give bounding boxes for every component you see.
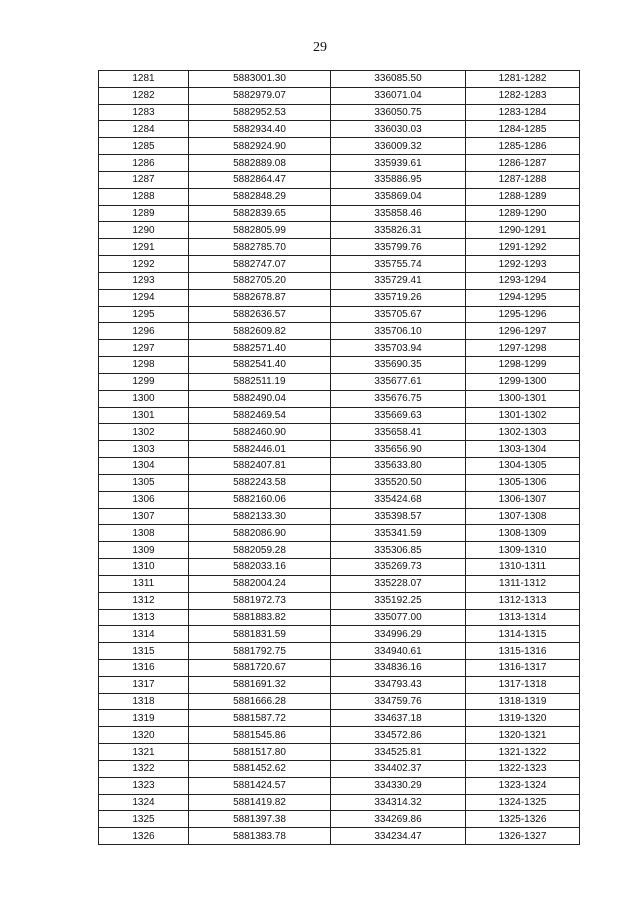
table-row	[99, 727, 580, 744]
segment-cell: 1286-1287	[466, 155, 580, 172]
x-coordinate-cell: 5882446.01	[189, 441, 331, 458]
segment-cell: 1306-1307	[466, 491, 580, 508]
x-coordinate-cell: 5881383.78	[189, 828, 331, 845]
segment-cell: 1288-1289	[466, 188, 580, 205]
x-coordinate-cell: 5882848.29	[189, 188, 331, 205]
y-coordinate-cell: 335669.63	[331, 407, 466, 424]
segment-cell: 1293-1294	[466, 272, 580, 289]
table-row	[99, 760, 580, 777]
x-coordinate-cell: 5882889.08	[189, 155, 331, 172]
y-coordinate-cell: 335306.85	[331, 542, 466, 559]
table-row	[99, 323, 580, 340]
point-number-cell: 1284	[99, 121, 189, 138]
y-coordinate-cell: 335424.68	[331, 491, 466, 508]
point-number-cell: 1309	[99, 542, 189, 559]
table-row	[99, 542, 580, 559]
y-coordinate-cell: 335755.74	[331, 256, 466, 273]
table-row	[99, 643, 580, 660]
table-row	[99, 155, 580, 172]
table-row	[99, 71, 580, 88]
x-coordinate-cell: 5881972.73	[189, 592, 331, 609]
table-row	[99, 205, 580, 222]
table-row	[99, 289, 580, 306]
x-coordinate-cell: 5882571.40	[189, 340, 331, 357]
x-coordinate-cell: 5882460.90	[189, 424, 331, 441]
point-number-cell: 1326	[99, 828, 189, 845]
x-coordinate-cell: 5882133.30	[189, 508, 331, 525]
x-coordinate-cell: 5882979.07	[189, 87, 331, 104]
segment-cell: 1322-1323	[466, 760, 580, 777]
table-row	[99, 373, 580, 390]
segment-cell: 1290-1291	[466, 222, 580, 239]
table-row	[99, 171, 580, 188]
x-coordinate-cell: 5882033.16	[189, 559, 331, 576]
segment-cell: 1298-1299	[466, 357, 580, 374]
table-row	[99, 222, 580, 239]
y-coordinate-cell: 334637.18	[331, 710, 466, 727]
segment-cell: 1323-1324	[466, 777, 580, 794]
x-coordinate-cell: 5881517.80	[189, 744, 331, 761]
segment-cell: 1283-1284	[466, 104, 580, 121]
y-coordinate-cell: 335269.73	[331, 559, 466, 576]
x-coordinate-cell: 5882407.81	[189, 458, 331, 475]
table-row	[99, 104, 580, 121]
segment-cell: 1300-1301	[466, 390, 580, 407]
table-row	[99, 676, 580, 693]
x-coordinate-cell: 5881691.32	[189, 676, 331, 693]
table-row	[99, 794, 580, 811]
y-coordinate-cell: 335658.41	[331, 424, 466, 441]
x-coordinate-cell: 5882636.57	[189, 306, 331, 323]
segment-cell: 1308-1309	[466, 525, 580, 542]
table-row	[99, 559, 580, 576]
segment-cell: 1314-1315	[466, 626, 580, 643]
point-number-cell: 1296	[99, 323, 189, 340]
segment-cell: 1324-1325	[466, 794, 580, 811]
point-number-cell: 1300	[99, 390, 189, 407]
segment-cell: 1325-1326	[466, 811, 580, 828]
table-row	[99, 458, 580, 475]
segment-cell: 1305-1306	[466, 474, 580, 491]
segment-cell: 1297-1298	[466, 340, 580, 357]
point-number-cell: 1287	[99, 171, 189, 188]
point-number-cell: 1317	[99, 676, 189, 693]
y-coordinate-cell: 334940.61	[331, 643, 466, 660]
y-coordinate-cell: 334996.29	[331, 626, 466, 643]
y-coordinate-cell: 335398.57	[331, 508, 466, 525]
table-row	[99, 525, 580, 542]
point-number-cell: 1308	[99, 525, 189, 542]
y-coordinate-cell: 335719.26	[331, 289, 466, 306]
segment-cell: 1287-1288	[466, 171, 580, 188]
y-coordinate-cell: 336009.32	[331, 138, 466, 155]
segment-cell: 1310-1311	[466, 559, 580, 576]
y-coordinate-cell: 334402.37	[331, 760, 466, 777]
point-number-cell: 1292	[99, 256, 189, 273]
point-number-cell: 1297	[99, 340, 189, 357]
point-number-cell: 1305	[99, 474, 189, 491]
y-coordinate-cell: 334836.16	[331, 659, 466, 676]
y-coordinate-cell: 334314.32	[331, 794, 466, 811]
segment-cell: 1321-1322	[466, 744, 580, 761]
segment-cell: 1313-1314	[466, 609, 580, 626]
segment-cell: 1316-1317	[466, 659, 580, 676]
point-number-cell: 1323	[99, 777, 189, 794]
x-coordinate-cell: 5882059.28	[189, 542, 331, 559]
x-coordinate-cell: 5882934.40	[189, 121, 331, 138]
segment-cell: 1312-1313	[466, 592, 580, 609]
point-number-cell: 1307	[99, 508, 189, 525]
table-row	[99, 575, 580, 592]
point-number-cell: 1295	[99, 306, 189, 323]
y-coordinate-cell: 335676.75	[331, 390, 466, 407]
point-number-cell: 1325	[99, 811, 189, 828]
table-row	[99, 491, 580, 508]
point-number-cell: 1314	[99, 626, 189, 643]
point-number-cell: 1285	[99, 138, 189, 155]
x-coordinate-cell: 5882004.24	[189, 575, 331, 592]
segment-cell: 1302-1303	[466, 424, 580, 441]
y-coordinate-cell: 336071.04	[331, 87, 466, 104]
table-row	[99, 306, 580, 323]
point-number-cell: 1320	[99, 727, 189, 744]
y-coordinate-cell: 335858.46	[331, 205, 466, 222]
point-number-cell: 1315	[99, 643, 189, 660]
coordinates-table	[98, 70, 580, 845]
x-coordinate-cell: 5882864.47	[189, 171, 331, 188]
segment-cell: 1317-1318	[466, 676, 580, 693]
point-number-cell: 1313	[99, 609, 189, 626]
segment-cell: 1320-1321	[466, 727, 580, 744]
y-coordinate-cell: 335799.76	[331, 239, 466, 256]
table-row	[99, 121, 580, 138]
page-number: 29	[313, 40, 327, 55]
point-number-cell: 1322	[99, 760, 189, 777]
point-number-cell: 1290	[99, 222, 189, 239]
x-coordinate-cell: 5882469.54	[189, 407, 331, 424]
segment-cell: 1315-1316	[466, 643, 580, 660]
table-row	[99, 609, 580, 626]
x-coordinate-cell: 5881587.72	[189, 710, 331, 727]
x-coordinate-cell: 5882705.20	[189, 272, 331, 289]
table-row	[99, 239, 580, 256]
x-coordinate-cell: 5881419.82	[189, 794, 331, 811]
point-number-cell: 1304	[99, 458, 189, 475]
y-coordinate-cell: 335729.41	[331, 272, 466, 289]
point-number-cell: 1324	[99, 794, 189, 811]
coordinates-table-body	[99, 71, 580, 845]
x-coordinate-cell: 5882490.04	[189, 390, 331, 407]
point-number-cell: 1312	[99, 592, 189, 609]
x-coordinate-cell: 5882952.53	[189, 104, 331, 121]
segment-cell: 1319-1320	[466, 710, 580, 727]
x-coordinate-cell: 5882678.87	[189, 289, 331, 306]
table-row	[99, 592, 580, 609]
point-number-cell: 1283	[99, 104, 189, 121]
y-coordinate-cell: 334525.81	[331, 744, 466, 761]
segment-cell: 1294-1295	[466, 289, 580, 306]
segment-cell: 1281-1282	[466, 71, 580, 88]
y-coordinate-cell: 335633.80	[331, 458, 466, 475]
segment-cell: 1311-1312	[466, 575, 580, 592]
y-coordinate-cell: 335656.90	[331, 441, 466, 458]
segment-cell: 1309-1310	[466, 542, 580, 559]
x-coordinate-cell: 5882609.82	[189, 323, 331, 340]
table-row	[99, 744, 580, 761]
segment-cell: 1284-1285	[466, 121, 580, 138]
point-number-cell: 1302	[99, 424, 189, 441]
segment-cell: 1318-1319	[466, 693, 580, 710]
point-number-cell: 1293	[99, 272, 189, 289]
y-coordinate-cell: 336050.75	[331, 104, 466, 121]
point-number-cell: 1311	[99, 575, 189, 592]
segment-cell: 1299-1300	[466, 373, 580, 390]
y-coordinate-cell: 335192.25	[331, 592, 466, 609]
x-coordinate-cell: 5882747.07	[189, 256, 331, 273]
table-row	[99, 777, 580, 794]
point-number-cell: 1291	[99, 239, 189, 256]
y-coordinate-cell: 335886.95	[331, 171, 466, 188]
segment-cell: 1296-1297	[466, 323, 580, 340]
segment-cell: 1301-1302	[466, 407, 580, 424]
y-coordinate-cell: 334269.86	[331, 811, 466, 828]
table-row	[99, 256, 580, 273]
x-coordinate-cell: 5881883.82	[189, 609, 331, 626]
point-number-cell: 1310	[99, 559, 189, 576]
table-row	[99, 188, 580, 205]
point-number-cell: 1306	[99, 491, 189, 508]
table-row	[99, 626, 580, 643]
point-number-cell: 1281	[99, 71, 189, 88]
x-coordinate-cell: 5881666.28	[189, 693, 331, 710]
table-row	[99, 272, 580, 289]
x-coordinate-cell: 5881792.75	[189, 643, 331, 660]
point-number-cell: 1318	[99, 693, 189, 710]
point-number-cell: 1294	[99, 289, 189, 306]
x-coordinate-cell: 5882541.40	[189, 357, 331, 374]
y-coordinate-cell: 335705.67	[331, 306, 466, 323]
table-row	[99, 441, 580, 458]
table-row	[99, 390, 580, 407]
point-number-cell: 1286	[99, 155, 189, 172]
table-row	[99, 87, 580, 104]
table-row	[99, 811, 580, 828]
segment-cell: 1292-1293	[466, 256, 580, 273]
y-coordinate-cell: 334234.47	[331, 828, 466, 845]
segment-cell: 1291-1292	[466, 239, 580, 256]
table-row	[99, 407, 580, 424]
segment-cell: 1304-1305	[466, 458, 580, 475]
x-coordinate-cell: 5881397.38	[189, 811, 331, 828]
point-number-cell: 1319	[99, 710, 189, 727]
point-number-cell: 1289	[99, 205, 189, 222]
point-number-cell: 1301	[99, 407, 189, 424]
y-coordinate-cell: 335077.00	[331, 609, 466, 626]
y-coordinate-cell: 334572.86	[331, 727, 466, 744]
y-coordinate-cell: 335703.94	[331, 340, 466, 357]
x-coordinate-cell: 5883001.30	[189, 71, 331, 88]
y-coordinate-cell: 335228.07	[331, 575, 466, 592]
y-coordinate-cell: 335677.61	[331, 373, 466, 390]
y-coordinate-cell: 336030.03	[331, 121, 466, 138]
x-coordinate-cell: 5882511.19	[189, 373, 331, 390]
point-number-cell: 1288	[99, 188, 189, 205]
segment-cell: 1289-1290	[466, 205, 580, 222]
point-number-cell: 1298	[99, 357, 189, 374]
y-coordinate-cell: 334793.43	[331, 676, 466, 693]
table-row	[99, 710, 580, 727]
point-number-cell: 1316	[99, 659, 189, 676]
segment-cell: 1295-1296	[466, 306, 580, 323]
x-coordinate-cell: 5882243.58	[189, 474, 331, 491]
x-coordinate-cell: 5882924.90	[189, 138, 331, 155]
table-row	[99, 357, 580, 374]
table-row	[99, 138, 580, 155]
table-row	[99, 474, 580, 491]
y-coordinate-cell: 334759.76	[331, 693, 466, 710]
y-coordinate-cell: 334330.29	[331, 777, 466, 794]
x-coordinate-cell: 5882086.90	[189, 525, 331, 542]
segment-cell: 1282-1283	[466, 87, 580, 104]
table-row	[99, 693, 580, 710]
y-coordinate-cell: 335939.61	[331, 155, 466, 172]
x-coordinate-cell: 5882839.65	[189, 205, 331, 222]
x-coordinate-cell: 5881720.67	[189, 659, 331, 676]
x-coordinate-cell: 5881424.57	[189, 777, 331, 794]
y-coordinate-cell: 335826.31	[331, 222, 466, 239]
segment-cell: 1303-1304	[466, 441, 580, 458]
point-number-cell: 1299	[99, 373, 189, 390]
y-coordinate-cell: 335706.10	[331, 323, 466, 340]
x-coordinate-cell: 5882160.06	[189, 491, 331, 508]
point-number-cell: 1303	[99, 441, 189, 458]
y-coordinate-cell: 336085.50	[331, 71, 466, 88]
x-coordinate-cell: 5882785.70	[189, 239, 331, 256]
table-row	[99, 508, 580, 525]
table-row	[99, 340, 580, 357]
segment-cell: 1285-1286	[466, 138, 580, 155]
y-coordinate-cell: 335520.50	[331, 474, 466, 491]
y-coordinate-cell: 335341.59	[331, 525, 466, 542]
x-coordinate-cell: 5882805.99	[189, 222, 331, 239]
segment-cell: 1326-1327	[466, 828, 580, 845]
y-coordinate-cell: 335690.35	[331, 357, 466, 374]
y-coordinate-cell: 335869.04	[331, 188, 466, 205]
x-coordinate-cell: 5881452.62	[189, 760, 331, 777]
table-row	[99, 828, 580, 845]
point-number-cell: 1321	[99, 744, 189, 761]
x-coordinate-cell: 5881545.86	[189, 727, 331, 744]
table-row	[99, 424, 580, 441]
point-number-cell: 1282	[99, 87, 189, 104]
table-row	[99, 659, 580, 676]
x-coordinate-cell: 5881831.59	[189, 626, 331, 643]
segment-cell: 1307-1308	[466, 508, 580, 525]
